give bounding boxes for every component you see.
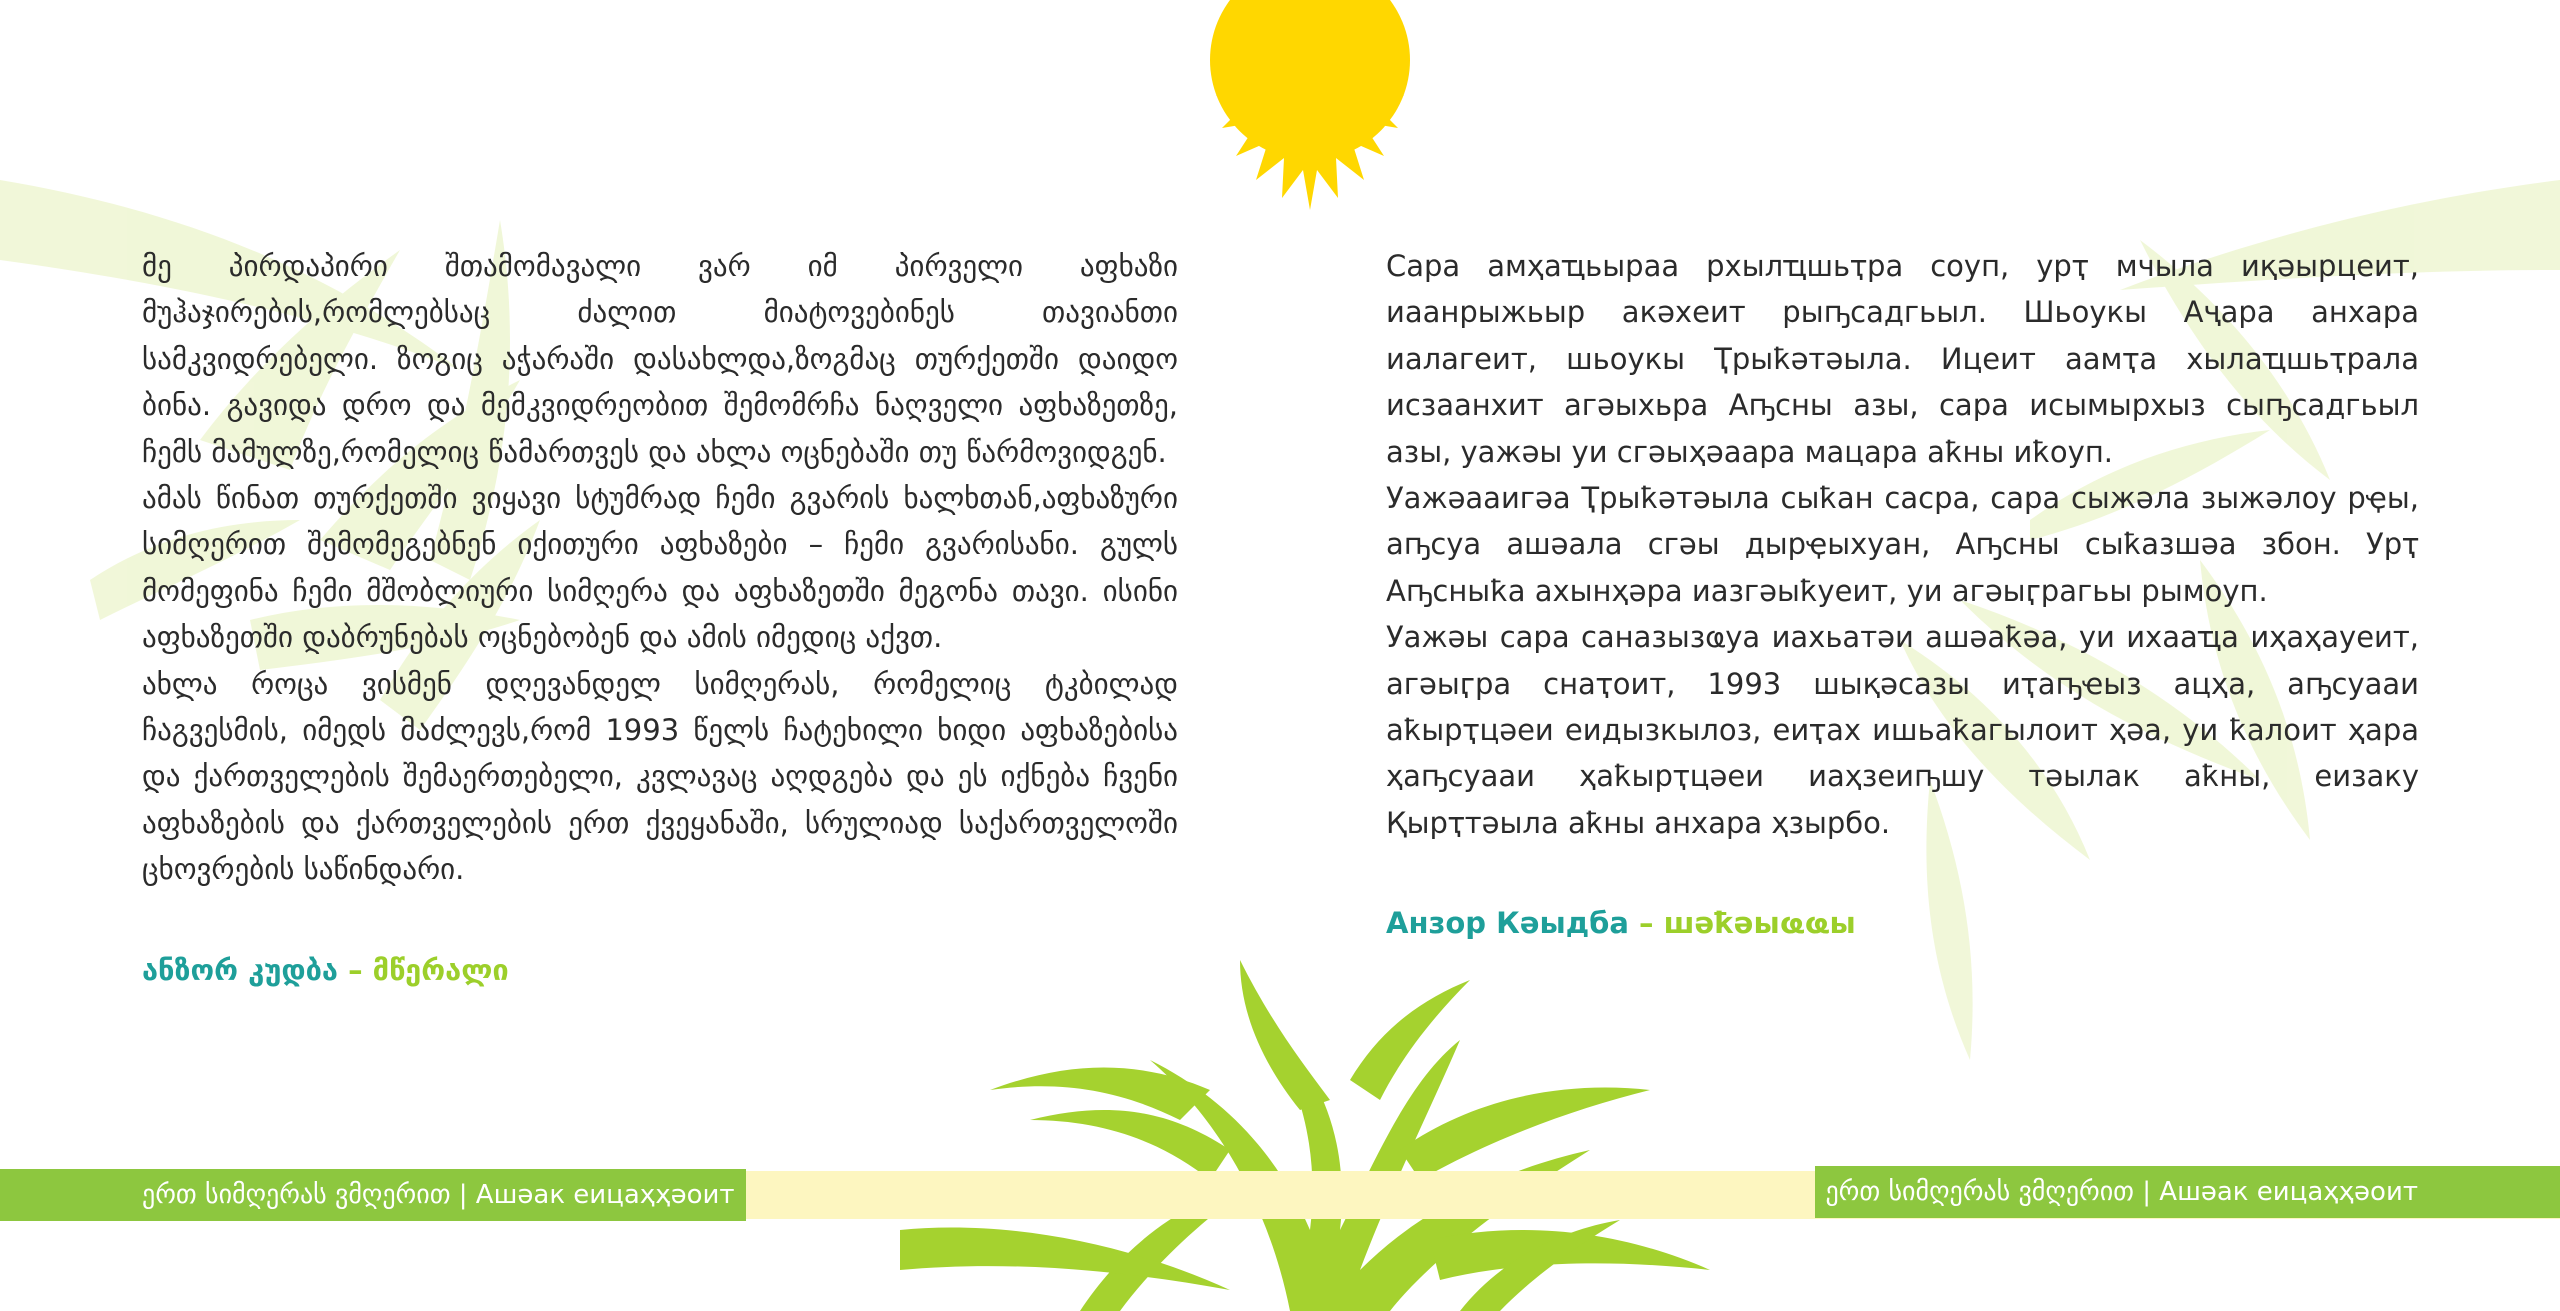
left-paragraph-3: ახლა როცა ვისმენ დღევანდელ სიმღერას, რომელიც ტკბილად ჩაგვესმის, იმედს მაძლევს,რომ 1993 წელს ჩატეხილი ხიდი აფხაზებისა და ქართველების შემაერთებელი, კვლავაც აღდგება და ეს იქნება ჩვენი აფხაზების და ქართველების ერთ ქვეყანაში, სრულიად საქართველოში ცხოვრების საწინდარი. [142,666,1178,887]
author-name: Анзор Кәыдба [1386,906,1629,941]
footer-left-title: ერთ სიმღერას ვმღერით | Ашәак еицаҳҳәоит [142,1180,735,1210]
right-signature [1386,900,2419,946]
left-page-text [142,243,1178,993]
author-name: ანზორ კუდბა [142,952,338,987]
palm-tree-icon [900,960,1710,1311]
right-paragraph-3: Уажәы сара саназызҩуа иахьатәи ашәаҟәа, уи ихааҵа иҳаҳауеит, агәыӷра снаҭоит, 1993 шықәсазы иҭаҧҽыз ацҳа, аҧсуааи аҟырҭцәеи еидызкылоз, еиҭах ишьаҟагылоит ҳәа, уи ҟалоит ҳара ҳаҧсуааи ҳаҟырҭцәеи иаҳзеиҧшу тәылак аҟны, еизаку Қырҭтәыла аҟны анхара ҳзырбо. [1386,620,2419,840]
left-signature [142,947,1178,993]
footer-left-bar [0,1169,746,1221]
right-page-text [1386,243,2419,947]
footer-right-bar [1815,1166,2560,1218]
sun-icon [1210,0,1410,210]
author-role: – шәҟәыҩҩы [1628,906,1856,941]
left-paragraph-2: ამას წინათ თურქეთში ვიყავი სტუმრად ჩემი გვარის ხალხთან,აფხაზური სიმღერით შემომეგებნენ იქითური აფხაზები – ჩემი გვარისანი. გულს მომეფინა ჩემი მშობლიური სიმღერა და აფხაზეთში მეგონა თავი. ისინი აფხაზეთში დაბრუნებას ოცნებობენ და ამის იმედიც აქვთ. [142,481,1178,655]
author-role: – მწერალი [337,952,509,987]
right-paragraph-1: Сара амҳаҵьыраа рхылҵшьҭра соуп, урҭ мчыла иқәырцеит, иаанрыжьыр акәхеит рыҧсадгьыл. Шьоукы Аҷара анхара иалагеит, шьоукы Ҭрыҟәтәыла. Ицеит аамҭа хылаҵшьҭрала исзаанхит агәыхьра Аҧсны азы, сара исымырхыз сыҧсадгьыл азы, уажәы уи сгәыҳәаара мацара аҟны иҟоуп. [1386,249,2419,469]
footer-right-title: ერთ სიმღერას ვმღერით | Ашәак еицаҳҳәоит [1825,1177,2418,1207]
right-paragraph-2: Уажәааигәа Ҭрыҟәтәыла сыҟан сасра, сара сыжәла зыжәлоу рҿы, аҧсуа ашәала сгәы дырҿыхуан, Аҧсны сыҟазшәа збон. Урҭ Аҧсныҟа ахынҳәра иазгәыҟуеит, уи агәыӷрагьы рымоуп. [1386,481,2419,608]
left-paragraph-1: მე პირდაპირი შთამომავალი ვარ იმ პირველი აფხაზი მუჰაჯირების,რომლებსაც ძალით მიატოვებინეს თავიანთი სამკვიდრებელი. ზოგიც აჭარაში დასახლდა,ზოგმაც თურქეთში დაიდო ბინა. გავიდა დრო და მემკვიდრეობით შემომრჩა ნაღველი აფხაზეთზე, ჩემს მამულზე,რომელიც წამართვეს და ახლა ოცნებაში თუ წარმოვიდგენ. [142,249,1178,469]
